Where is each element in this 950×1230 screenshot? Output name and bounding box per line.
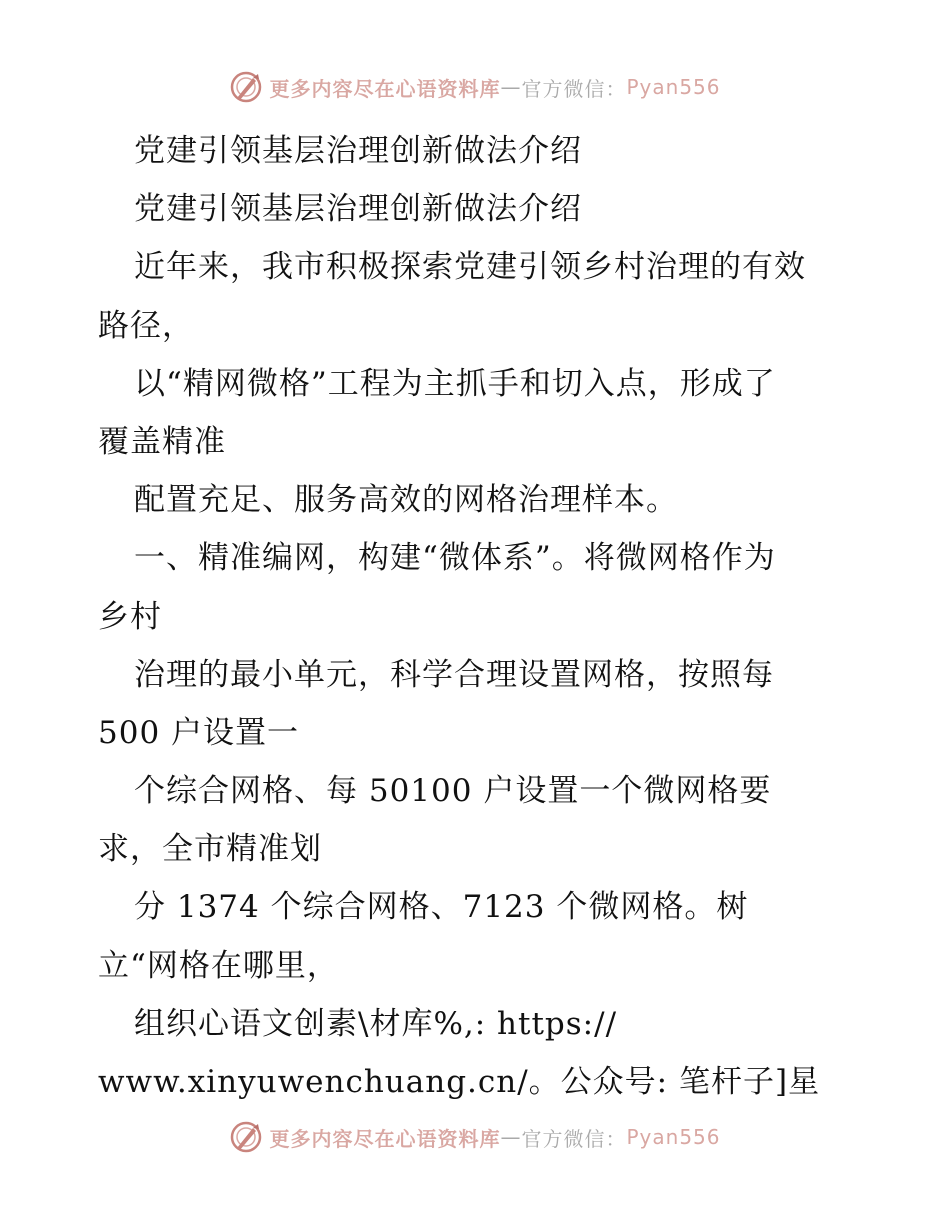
footer-watermark — [0, 1120, 950, 1154]
section-heading-line: 一、精准编网，构建“微体系”。将微网格作为 — [134, 540, 776, 577]
watermark-site-text: 更多内容尽在心语资料库 — [269, 76, 501, 101]
paragraph-line: 分 1374 个综合网格、7123 个微网格。树 — [134, 889, 749, 926]
header-watermark — [0, 70, 950, 104]
doc-title: 党建引领基层治理创新做法介绍 — [134, 133, 582, 169]
watermark-label: 官方微信： — [521, 76, 627, 101]
paragraph-line: 立“网格在哪里， — [98, 947, 339, 984]
paragraph-line: 求，全市精准划 — [98, 831, 322, 868]
quill-pen-icon — [229, 1120, 263, 1154]
paragraph-line: 治理的最小单元，科学合理设置网格，按照每 — [134, 656, 774, 693]
paragraph-line: 组织心语文创素\材库%,: https:// — [134, 1005, 618, 1042]
paragraph-line: 配置充足、服务高效的网格治理样本。 — [134, 482, 678, 519]
watermark-wechat-id: Pyan556 — [626, 75, 721, 99]
document-body — [98, 122, 858, 1111]
doc-title-repeat: 党建引领基层治理创新做法介绍 — [134, 191, 582, 228]
paragraph-line: www.xinyuwenchuang.cn/。公众号: 笔杆子]星 — [98, 1064, 821, 1100]
paragraph-line: 个综合网格、每 50100 户设置一个微网格要 — [134, 773, 772, 810]
paragraph-line: 覆盖精准 — [98, 423, 226, 460]
quill-pen-icon — [229, 70, 263, 104]
watermark-wechat-id: Pyan556 — [626, 1125, 721, 1149]
paragraph-line: 以“精网微格”工程为主抓手和切入点，形成了 — [134, 365, 776, 402]
watermark-dash: — — [500, 75, 522, 99]
paragraph-line: 近年来，我市积极探索党建引领乡村治理的有效 — [134, 249, 806, 286]
paragraph-line: 路径， — [98, 307, 194, 344]
paragraph-line: 乡村 — [98, 598, 162, 635]
watermark-site-text: 更多内容尽在心语资料库 — [269, 1126, 501, 1151]
paragraph-line: 500 户设置一 — [98, 714, 300, 751]
watermark-label: 官方微信： — [521, 1126, 627, 1151]
watermark-dash: — — [500, 1125, 522, 1149]
